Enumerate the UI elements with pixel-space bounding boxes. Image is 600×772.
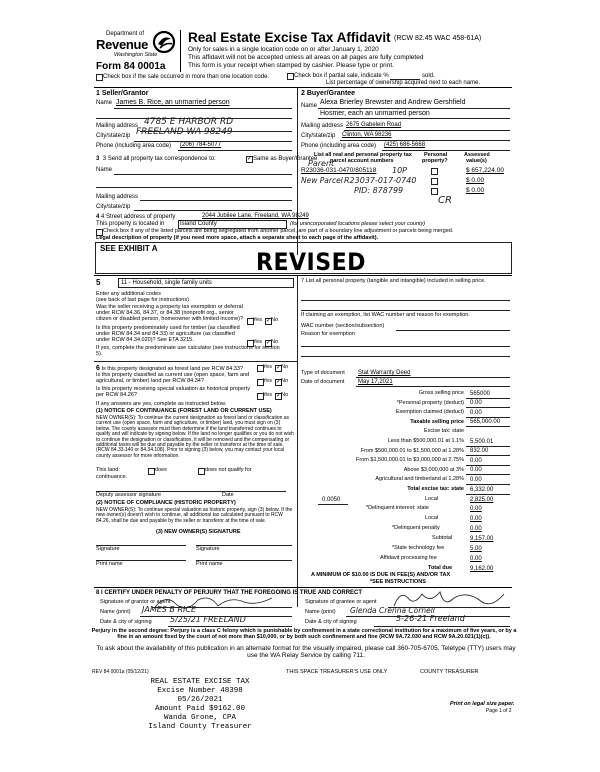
county-treasurer-label: COUNTY TREASURER: [420, 669, 479, 675]
tax-row-label: Agricultural and timberland at 1.28%: [375, 476, 464, 483]
total-due-value: 9,162.00: [470, 566, 494, 572]
buyer-name-field-2[interactable]: Hosmer, each an unmarried person: [320, 110, 430, 117]
multi-location-label: Check box if the sale occurred in more than one location code.: [103, 74, 270, 80]
current-use-no-checkbox[interactable]: ✓: [276, 379, 282, 385]
grantor-signature-label: Signature of grantor or agent: [100, 599, 171, 605]
exemption-no-checkbox[interactable]: ✓: [266, 318, 272, 324]
delinquent-penalty-value: 0.00: [470, 526, 482, 532]
tax-row-value[interactable]: 0.00: [470, 467, 482, 474]
notice-continuance-title: (1) NOTICE OF CONTINUANCE (FOREST LAND OR CURRENT USE): [96, 408, 272, 414]
parcels-heading-6: value(s): [466, 158, 487, 164]
minimum-fee-note: A MINIMUM OF $10.00 IS DUE IN FEE(S) AND/OR TAX: [311, 572, 451, 578]
forest-no-checkbox[interactable]: ✓: [276, 365, 282, 371]
local-value: 2,825.00: [470, 497, 494, 503]
partial-sale-checkbox[interactable]: [287, 73, 294, 80]
accessibility-notice: To ask about the availability of this publication in an alternate format for the visually impaired, please call 360-705-6705. Teletype (TTY) users may use the WA Relay Service by calling 711.: [96, 645, 516, 660]
county-select[interactable]: Island County: [178, 220, 287, 229]
personal-property-label: 7 List all personal property (tangible and intangible) included in selling price.: [301, 278, 486, 284]
form-citation: (RCW 82.45 WAC 458-61A): [394, 35, 482, 42]
receipt-line: 05/26/2021: [177, 696, 223, 704]
forest-yes-label: Yes: [263, 364, 272, 370]
personal-property-checkbox[interactable]: [431, 168, 438, 175]
subtotal-label: Subtotal: [432, 535, 453, 541]
receipt-line: Wanda Grone, CPA: [163, 714, 236, 722]
local-label: Local: [425, 496, 439, 502]
timber-no-label: No: [271, 339, 279, 345]
form-note-1: Only for sales in a single location code on or after January 1, 2020: [188, 46, 379, 53]
tax-row-value[interactable]: 5,500.01: [470, 438, 494, 445]
grantor-name-field[interactable]: JAMES B RICE: [142, 605, 196, 614]
partial-sale-label: Check box if partial sale, indicate %: [294, 73, 389, 79]
forest-land-question: 6 Is this property designated as forest land per RCW 84.33?: [96, 365, 243, 372]
dept-state: Washington State: [114, 52, 158, 58]
form-note-2: This affidavit will not be accepted unless all areas on all pages are fully completed: [188, 54, 424, 61]
grantor-name-label: Name (print): [100, 609, 131, 615]
tax-row-label: Total excise tax: state: [407, 486, 464, 492]
located-label: This property is located in: [96, 221, 165, 227]
historic-yes-label: Yes: [263, 392, 272, 398]
parcel-assessed-value[interactable]: $ 0.00: [466, 187, 485, 194]
tech-fee-value: 5.00: [470, 546, 482, 552]
seller-mailing-field[interactable]: 4785 E HARBOR RD: [144, 117, 234, 127]
new-owner-signature-title: (3) NEW OWNER(S) SIGNATURE: [156, 529, 241, 535]
document-type-label: Type of document: [301, 370, 345, 376]
tax-row-label: Above $3,000,000 at 3%: [403, 466, 464, 473]
buyer-phone-field[interactable]: (425) 686-5668: [384, 142, 426, 148]
local-2-label: Local: [425, 515, 439, 521]
current-use-no-label: No: [281, 378, 289, 384]
notice-compliance-title: (2) NOTICE OF COMPLIANCE (HISTORIC PROPERTY): [96, 500, 236, 506]
seller-name-field[interactable]: James B. Rice, an unmarried person: [116, 99, 230, 106]
not-qualifies-label: does not qualify for: [205, 467, 252, 473]
receipt-line: Amount Paid $9162.00: [154, 705, 245, 713]
exemption-claim-label: If claiming an exemption, list WAC number and reason for exemption.: [301, 312, 470, 318]
cr-annotation: CR: [438, 195, 452, 206]
correspondence-mailing-label: Mailing address: [96, 194, 139, 200]
parcel-prefix: New Parcel: [301, 176, 343, 185]
continuance-label: continuance.: [96, 474, 128, 480]
this-land-label: This land:: [96, 467, 120, 473]
same-as-buyer-checkbox[interactable]: ✓: [247, 156, 253, 162]
tax-row-value[interactable]: 0.00: [470, 457, 482, 464]
timber-question: Is this property predominately used for timber (as classified under RCW 84.34 and 84.33) or agriculture (as classified under RCW 84.34.020)? See ETA 3215.: [96, 325, 240, 343]
new-owner-signature-label-1: Signature: [96, 546, 120, 552]
street-label: 4 4 Street address of property: [96, 214, 176, 220]
personal-property-checkbox[interactable]: [431, 188, 438, 195]
qualifies-label: does: [155, 467, 167, 473]
processing-fee-value: 0.00: [470, 556, 482, 562]
timber-yes-label: Yes: [253, 339, 262, 345]
legal-paper-note: Print on legal size paper.: [450, 701, 515, 707]
new-owner-print-label-2: Print name: [196, 561, 223, 567]
wac-label: WAC number (section/subsection): [301, 323, 385, 329]
new-owner-signature-label-2: Signature: [196, 546, 220, 552]
current-use-question: Is this property classified as current use (open space, farm and agricultural, or timber) land per RCW 84.34?: [96, 372, 250, 384]
correspondence-heading: 3 3 Send all property tax correspondence to:: [96, 156, 216, 162]
grantee-name-field[interactable]: Glenda Crenna Cornell: [350, 606, 435, 615]
land-use-select[interactable]: 11 - Household, single family units: [118, 278, 294, 288]
subtotal-value: 9,157.00: [470, 536, 494, 542]
same-as-buyer-label: Same as Buyer/Grantee: [253, 156, 318, 162]
tax-row-value[interactable]: 0.00: [470, 400, 482, 407]
parcel-number[interactable]: R23037-017-0740: [344, 176, 417, 185]
buyer-city-field[interactable]: Clinton, WA 98236: [342, 132, 392, 138]
unincorporated-note: (for unincorporated locations please select your county): [290, 221, 426, 227]
parent-annotation: Parent: [308, 159, 335, 168]
treasurer-use-label: THIS SPACE TREASURER'S USE ONLY: [286, 669, 388, 675]
buyer-city-label: City/state/zip: [301, 133, 336, 139]
deputy-date-label: Date: [222, 492, 234, 498]
parcel-number[interactable]: R23036-031-0470/805118: [301, 167, 377, 174]
partial-sold-label: sold.: [422, 73, 435, 79]
parcel-assessed-value[interactable]: $ 0.00: [466, 177, 485, 184]
tax-row-label: Gross selling price: [418, 390, 464, 396]
revised-stamp: REVISED: [256, 248, 366, 276]
parcels-heading-2: parcel account numbers: [330, 158, 394, 164]
receipt-line: Excise Number 48398: [157, 687, 243, 695]
buyer-phone-label: Phone (including area code): [301, 143, 377, 149]
seller-city-label: City/state/zip: [96, 133, 131, 139]
seller-name-label: Name: [96, 100, 113, 106]
delinquent-interest-value: 0.00: [470, 506, 482, 512]
street-field[interactable]: 2044 Jubilee Lane, Freeland, WA 98249: [202, 213, 309, 219]
tax-row-label: *Personal property (deduct): [396, 399, 464, 406]
receipt-line: REAL ESTATE EXCISE TAX: [150, 678, 250, 686]
notice-continuance-text: NEW OWNER(S): To continue the current designation as forest land or classification as current use (open space, farm and agriculture, or timber) land, you must sign on (3) below. The county assessor must then determine if the land transferred continues to qualify and will indicate by signing below. If the land no longer qualifies or you do not wish to continue the designation or classification, it will be removed and the compensating or additional taxes will be due and payable by the seller or transferor at the time of sale. (RCW 84.33.140 or 84.34.108). Prior to signing (3) below, you may contact your local county assessor for more information.: [96, 415, 294, 459]
ownership-note: List percentage of ownership acquired next to each name.: [326, 80, 481, 86]
legal-description: SEE EXHIBIT A: [100, 244, 158, 253]
not-qualifies-checkbox[interactable]: [198, 468, 205, 475]
seller-city-field[interactable]: FREELAND WA 98249: [136, 127, 233, 137]
buyer-mailing-label: Mailing address: [301, 123, 344, 129]
tech-fee-label: *State technology fee: [392, 545, 445, 551]
correspondence-city-label: City/state/zip: [96, 204, 131, 210]
processing-fee-label: Affidavit processing fee: [380, 555, 437, 561]
timber-note: If yes, complete the predominate use calculator (see instructions for section 5).: [96, 345, 280, 357]
form-note-3: This form is your receipt when stamped by cashier. Please type or print.: [188, 62, 394, 69]
tax-row-label: Exemption claimed (deduct): [395, 409, 464, 416]
tax-row-value[interactable]: 0.00: [470, 476, 482, 483]
timber-no-checkbox[interactable]: ✓: [266, 340, 272, 346]
exemption-no-label: No: [271, 317, 279, 323]
see-instructions: *SEE INSTRUCTIONS: [370, 579, 426, 585]
grantee-date-field[interactable]: 5-26-21 Freeland: [396, 614, 465, 623]
additional-codes-note: (see back of last page for instructions): [96, 297, 189, 303]
qualifies-checkbox[interactable]: [148, 468, 155, 475]
additional-codes-label: Enter any additional codes: [96, 291, 161, 297]
grantee-name-label: Name (print): [305, 609, 336, 615]
form-revision: REV 84 0001a (05/12/21): [92, 669, 149, 675]
forest-no-label: No: [281, 364, 289, 370]
parcel-number[interactable]: PID: 878799: [354, 186, 404, 195]
reason-label: Reason for exemption: [301, 331, 355, 337]
seller-heading: 1 Seller/Grantor: [96, 90, 149, 97]
perjury-notice: Perjury in the second degree: Perjury is a class C felony which is punishable by confinement in a state correctional institution for a maximum of five years, or by a fine in an amount fixed by the court of not more than $10,000, or by both such confinement and fine (RCW 9A.72.030 and RCW 9A.20.021(1)(c)).: [91, 628, 517, 640]
document-type-field[interactable]: Stat Warranty Deed: [358, 370, 411, 376]
answers-intro: If any answers are yes, complete as instructed below.: [96, 401, 227, 407]
segregated-label: Check box if any of the listed parcels are being segregated from another parcel, are part of a boundary line adjustment or parcels being merged.: [103, 228, 454, 234]
buyer-name-label: Name: [301, 103, 318, 109]
current-use-yes-label: Yes: [263, 378, 272, 384]
buyer-heading: 2 Buyer/Grantee: [301, 90, 356, 97]
historic-question: Is this property receiving special valuation as historical property per RCW 84.26?: [96, 386, 251, 398]
deputy-signature-label: Deputy assessor signature: [96, 492, 162, 498]
delinquent-penalty-label: *Delinquent penalty: [392, 525, 440, 531]
buyer-mailing-field[interactable]: 2675 Gabelein Road: [346, 122, 402, 128]
grantee-signature-label: Signature of grantee or agent: [305, 599, 377, 605]
tax-row-label: From $1,500,000.01 to $3,000,000 at 2.75%: [356, 457, 464, 464]
page-number: Page 1 of 2: [486, 708, 512, 714]
treasurer-receipt: [140, 678, 260, 732]
tax-row-value[interactable]: 565000: [470, 390, 491, 397]
total-due-label: Total due: [428, 565, 453, 571]
seller-phone-field[interactable]: (206) 784-5077: [180, 142, 222, 148]
seller-phone-label: Phone (including area code): [96, 143, 172, 149]
section-5-number: 5: [96, 278, 101, 287]
document-date-field[interactable]: May 17,2021: [358, 379, 393, 385]
parcels-heading-3: Personal: [424, 152, 448, 158]
tax-row-value[interactable]: 6,332.00: [470, 486, 494, 493]
grantor-date-label: Date & city of signing: [100, 619, 152, 625]
certify-heading: 8 I CERTIFY UNDER PENALTY OF PERJURY THAT THE FOREGOING IS TRUE AND CORRECT: [96, 590, 363, 596]
parcels-heading-4: property?: [422, 158, 448, 164]
local-2-value: 0.00: [470, 516, 482, 522]
receipt-line: Island County Treasurer: [148, 723, 252, 731]
tax-row-label: Excise tax: state: [423, 428, 464, 435]
tax-row-value[interactable]: 0.00: [470, 409, 482, 416]
parcel-note: 10P: [392, 166, 408, 175]
historic-no-label: No: [281, 392, 289, 398]
tax-row-label: Less than $500,000.01 at 1.1%: [387, 438, 464, 444]
legal-label: Legal description of property (if you need more space, attach a separate sheet to each page of the affidavit).: [96, 235, 379, 241]
historic-no-checkbox[interactable]: ✓: [276, 393, 282, 399]
tax-row-label: From $500,000.01 to $1,500,000 at 1.28%: [360, 447, 464, 454]
dor-logo-icon: [152, 30, 176, 54]
grantee-date-label: Date & city of signing: [305, 619, 357, 625]
tax-row-value[interactable]: 565,000.00: [470, 419, 501, 426]
parcels-heading-5: Assessed: [464, 152, 490, 158]
multi-location-checkbox[interactable]: [96, 74, 103, 81]
dept-label: Department of: [106, 31, 145, 37]
parcels-heading-1: List all real and personal property tax: [314, 152, 412, 158]
form-title: Real Estate Excise Tax Affidavit: [188, 30, 391, 45]
dept-name: Revenue: [96, 37, 149, 52]
new-owner-print-label-1: Print name: [96, 561, 123, 567]
exemption-yes-label: Yes: [253, 317, 262, 323]
seller-mailing-label: Mailing address: [96, 123, 139, 129]
notice-compliance-text: NEW OWNER(S): To continue special valuation as historic property, sign (3) below. If the new owner(s) doesn't wish to continue, all additional tax calculated pursuant to RCW 84.26, shall be due and payable by the seller or transferor at the time of sale.: [96, 507, 293, 524]
form-number: Form 84 0001a: [96, 61, 166, 72]
buyer-name-field-1[interactable]: Alexa Brierley Brewster and Andrew Gershfield: [320, 99, 466, 106]
exemption-question: Was the seller receiving a property tax exemption or deferral under RCW 84.36, 84.37, or 84.38 (nonprofit org., senior citizen or disabled person, homeowner with limited income)?: [96, 304, 244, 322]
personal-property-checkbox[interactable]: [431, 178, 438, 185]
tax-row-value[interactable]: 832.00: [470, 448, 489, 455]
grantor-date-field[interactable]: 5/25/21 FREELAND: [170, 615, 246, 624]
parcel-assessed-value[interactable]: $ 657,224.00: [466, 167, 504, 174]
tax-row-label: Taxable selling price: [410, 418, 464, 425]
local-rate: 0.0050: [322, 497, 341, 503]
correspondence-name-label: Name: [96, 167, 113, 173]
delinquent-interest-label: *Delinquent interest: state: [366, 505, 429, 511]
document-date-label: Date of document: [301, 379, 345, 385]
